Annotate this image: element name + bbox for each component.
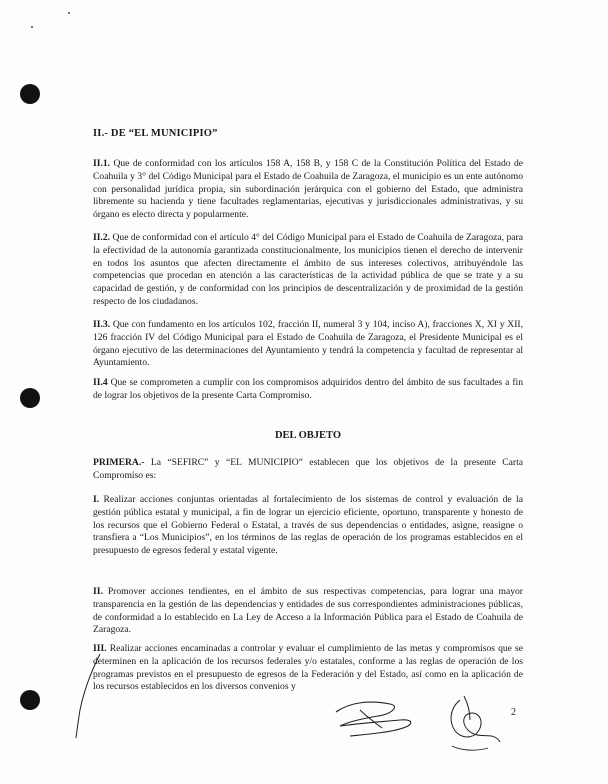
clause-label: PRIMERA.- bbox=[93, 457, 145, 468]
paragraph-ii-4 bbox=[93, 377, 523, 403]
scan-speck bbox=[68, 12, 70, 14]
section-heading: II.- DE “EL MUNICIPIO” bbox=[93, 128, 218, 139]
objective-item-iii bbox=[93, 643, 523, 694]
paragraph-ii-1 bbox=[93, 158, 523, 222]
item-text: Promover acciones tendientes, en el ámbito de sus respectivas competencias, para lograr una mayor transparencia en la gestión de las dependencias y entidades de sus correspondientes administraciones públicas, de conformidad a lo establecido en La Ley de Acceso a la Información Pública para el Estado de Coahuila de Zaragoza. bbox=[93, 586, 523, 636]
punch-hole-top bbox=[20, 84, 40, 104]
paragraph-ii-3 bbox=[93, 319, 523, 370]
punch-hole-middle bbox=[20, 388, 40, 408]
primera-clause bbox=[93, 457, 523, 483]
objeto-heading: DEL OBJETO bbox=[274, 430, 342, 441]
item-number: I. bbox=[93, 494, 100, 505]
paragraph-text: Que de conformidad con los artículos 158 A, 158 B, y 158 C de la Constitución Política del Estado de Coahuila y 3° del Código Municipal para el Estado de Coahuila de Zaragoza, el municipio es un ente autónomo con personalidad jurídica propia, sin subordinación jerárquica con el gobierno del Estado, que administra libremente su hacienda y tiene facultades reglamentarias, ejecutivas y jurisdiccionales administrativas, y su órgano es electo directa y popularmente. bbox=[93, 158, 523, 221]
paragraph-number: II.3. bbox=[93, 319, 111, 330]
paragraph-text: Que se comprometen a cumplir con los compromisos adquiridos dentro del ámbito de sus facultades a fin de lograr los objetivos de la presente Carta Compromiso. bbox=[93, 377, 523, 401]
paragraph-text: Que con fundamento en los artículos 102, fracción II, numeral 3 y 104, inciso A), fracciones X, XI y XII, 126 fracción IV del Código Municipal para el Estado de Coahuila de Zaragoza, el Presidente Municipal es el órgano ejecutivo de las determinaciones del Ayuntamiento y tendrá la competencia y facultad de representar al Ayuntamiento. bbox=[93, 319, 523, 369]
signature-initials-left bbox=[330, 692, 420, 742]
scan-speck bbox=[31, 26, 33, 28]
paragraph-ii-2 bbox=[93, 232, 523, 309]
paragraph-number: II.4 bbox=[93, 377, 108, 388]
punch-hole-bottom bbox=[20, 690, 40, 710]
item-text: Realizar acciones conjuntas orientadas al fortalecimiento de los sistemas de control y evaluación de la gestión pública estatal y municipal, a fin de lograr un ejercicio eficiente, oportuno, transparente y honesto de los recursos que el Gobierno Federal o Estatal, a través de sus dependencias o entidades, asigne, reasigne o transfiera a “Los Municipios”, en los términos de las reglas de operación de los programas establecidos en el presupuesto de egresos federal y estatal vigente. bbox=[93, 494, 523, 557]
objective-item-i bbox=[93, 494, 523, 558]
item-text: Realizar acciones encaminadas a controlar y evaluar el cumplimiento de las metas y compromisos que se determinen en la aplicación de los recursos federales y/o estatales, conforme a las reglas de operación de los programas previstos en el presupuesto de egresos de la Federación y del Estado, así como en la aplicación de los recursos establecidos en los diversos convenios y bbox=[93, 643, 523, 693]
item-number: III. bbox=[93, 643, 107, 654]
paragraph-text: Que de conformidad con el artículo 4° del Código Municipal para el Estado de Coahuila de Zaragoza, para la efectividad de la autonomía garantizada constitucionalmente, los municipios tienen el derecho de intervenir en todos los asuntos que afecten directamente el ámbito de sus intereses colectivos, atribuyéndole las competencias que procedan en atención a las características de la actividad pública de que se trate y a su capacidad de gestión, y de conformidad con los principios de descentralización y de proximidad de la gestión respecto de los ciudadanos. bbox=[93, 232, 523, 307]
paragraph-number: II.1. bbox=[93, 158, 111, 169]
margin-pen-stroke bbox=[70, 650, 110, 740]
objective-item-ii bbox=[93, 586, 523, 637]
clause-text: La “SEFIRC” y “EL MUNICIPIO” establecen que los objetivos de la presente Carta Compromiso es: bbox=[93, 457, 523, 481]
page-number: 2 bbox=[511, 707, 516, 718]
paragraph-number: II.2. bbox=[93, 232, 111, 243]
signature-initials-right bbox=[440, 690, 510, 755]
item-number: II. bbox=[93, 586, 103, 597]
